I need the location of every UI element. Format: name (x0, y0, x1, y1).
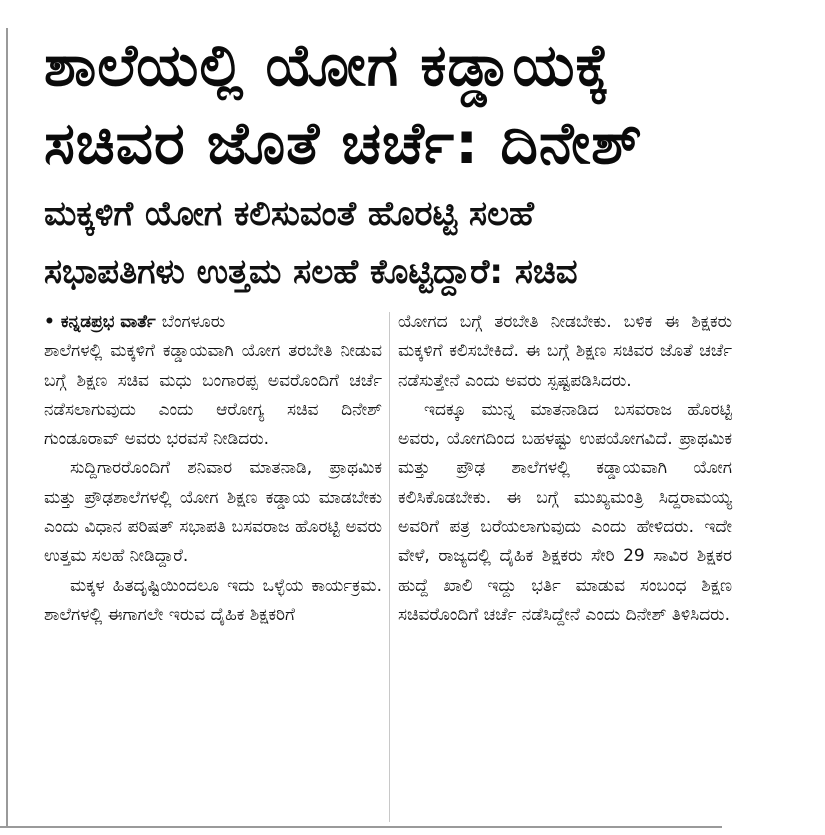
dateline-place: ಬೆಂಗಳೂರು (161, 312, 226, 332)
paragraph: ಯೋಗದ ಬಗ್ಗೆ ತರಬೇತಿ ನೀಡಬೇಕು. ಬಳಿಕ ಈ ಶಿಕ್ಷಕರು ಮಕ್ಕಳಿಗೆ ಕಲಿಸಬೇಕಿದೆ. ಈ ಬಗ್ಗೆ ಶಿಕ್ಷಣ ಸಚಿವರ ಜೊತೆ ಚರ್ಚೆ ನಡೆಸುತ್ತೇನೆ ಎಂದು ಅವರು ಸ್ಪಷ್ಟಪಡಿಸಿದರು. (398, 312, 732, 391)
subheadline-line-1: ಮಕ್ಕಳಿಗೆ ಯೋಗ ಕಲಿಸುವಂತೆ ಹೊರಟ್ಟಿ ಸಲಹೆ (44, 194, 535, 234)
headline-line-1: ಶಾಲೆಯಲ್ಲಿ ಯೋಗ ಕಡ್ಡಾಯಕ್ಕೆ (44, 31, 611, 99)
headline-line-2: ಸಚಿವರ ಜೊತೆ ಚರ್ಚೆ: ದಿನೇಶ್ (44, 109, 643, 177)
left-margin-rule (6, 28, 8, 828)
paragraph: ಇದಕ್ಕೂ ಮುನ್ನ ಮಾತನಾಡಿದ ಬಸವರಾಜ ಹೊರಟ್ಟಿ ಅವರು, ಯೋಗದಿಂದ ಬಹಳಷ್ಟು ಉಪಯೋಗವಿದೆ. ಪ್ರಾಥಮಿಕ ಮತ್ತು ಪ್ರೌಢ ಶಾಲೆಗಳಲ್ಲಿ ಕಡ್ಡಾಯವಾಗಿ ಯೋಗ ಕಲಿಸಿಕೊಡಬೇಕು. ಈ ಬಗ್ಗೆ ಮುಖ್ಯಮಂತ್ರಿ ಸಿದ್ದರಾಮಯ್ಯ ಅವರಿಗೆ ಪತ್ರ ಬರೆಯಲಾಗುವುದು ಎಂದು ಹೇಳಿದರು. ಇದೇ ವೇಳೆ, ರಾಜ್ಯದಲ್ಲಿ ದೈಹಿಕ ಶಿಕ್ಷಕರು ಸೇರಿ 29 ಸಾವಿರ ಶಿಕ್ಷಕರ ಹುದ್ದೆ ಖಾಲಿ ಇದ್ದು ಭರ್ತಿ ಮಾಡುವ ಸಂಬಂಧ ಶಿಕ್ಷಣ ಸಚಿವರೊಂದಿಗೆ ಚರ್ಚೆ ನಡೆಸಿದ್ದೇನೆ ಎಂದು ದಿನೇಶ್ ತಿಳಿಸಿದರು. (398, 399, 732, 625)
bottom-rule (0, 826, 722, 828)
column-divider (389, 312, 390, 822)
byline (44, 308, 382, 337)
subheadline-line-2: ಸಭಾಪತಿಗಳು ಉತ್ತಮ ಸಲಹೆ ಕೊಟ್ಟಿದ್ದಾರೆ: ಸಚಿವ (44, 252, 578, 292)
paragraph: ಮಕ್ಕಳ ಹಿತದೃಷ್ಟಿಯಿಂದಲೂ ಇದು ಒಳ್ಳೆಯ ಕಾರ್ಯಕ್ರಮ. ಶಾಲೆಗಳಲ್ಲಿ ಈಗಾಗಲೇ ಇರುವ ದೈಹಿಕ ಶಿಕ್ಷಕರಿಗೆ (44, 575, 382, 625)
paragraph: ಸುದ್ದಿಗಾರರೊಂದಿಗೆ ಶನಿವಾರ ಮಾತನಾಡಿ, ಪ್ರಾಥಮಿಕ ಮತ್ತು ಪ್ರೌಢಶಾಲೆಗಳಲ್ಲಿ ಯೋಗ ಶಿಕ್ಷಣ ಕಡ್ಡಾಯ ಮಾಡಬೇಕು ಎಂದು ವಿಧಾನ ಪರಿಷತ್ ಸಭಾಪತಿ ಬಸವರಾಜ ಹೊರಟ್ಟಿ ಅವರು ಉತ್ತಮ ಸಲಹೆ ನೀಡಿದ್ದಾರೆ. (44, 458, 382, 567)
article-column-right (398, 308, 732, 630)
byline-bullet: • (44, 312, 55, 332)
article-column-left (44, 308, 382, 630)
news-agency-name: ಕನ್ನಡಪ್ರಭ ವಾರ್ತೆ (60, 312, 156, 332)
paragraph: ಶಾಲೆಗಳಲ್ಲಿ ಮಕ್ಕಳಿಗೆ ಕಡ್ಡಾಯವಾಗಿ ಯೋಗ ತರಬೇತಿ ನೀಡುವ ಬಗ್ಗೆ ಶಿಕ್ಷಣ ಸಚಿವ ಮಧು ಬಂಗಾರಪ್ಪ ಅವರೊಂದಿಗೆ ಚರ್ಚೆ ನಡೆಸಲಾಗುವುದು ಎಂದು ಆರೋಗ್ಯ ಸಚಿವ ದಿನೇಶ್ ಗುಂಡೂರಾವ್ ಅವರು ಭರವಸೆ ನೀಡಿದರು. (44, 341, 382, 450)
